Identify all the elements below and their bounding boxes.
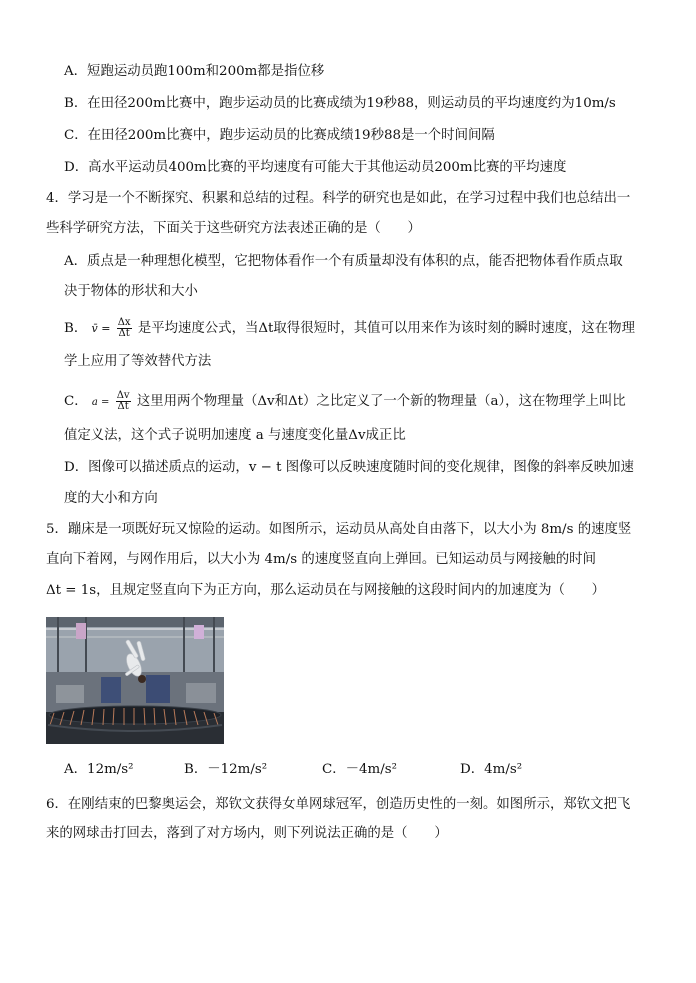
q4-option-b-text: 是平均速度公式，当Δt取得很短时，其值可以用来作为该时刻的瞬时速度，这在物理 xyxy=(137,321,635,336)
q5-stem-line3: Δt = 1s，且规定竖直向下为正方向，那么运动员在与网接触的这段时间内的加速度为（ ） xyxy=(46,583,606,598)
q3-option-a: A．短跑运动员跑100m和200m都是指位移 xyxy=(64,64,325,79)
q5-stem-line2: 直向下着网，与网作用后，以大小为 4m/s 的速度竖直向上弹回。已知运动员与网接触的时间 xyxy=(46,552,596,567)
q4-option-d-line1: D．图像可以描述质点的运动，v − t 图像可以反映速度随时间的变化规律，图像的斜率反映加速 xyxy=(64,460,634,475)
q4-stem-line1: 4．学习是一个不断探究、积累和总结的过程。科学的研究也是如此，在学习过程中我们也总结出一 xyxy=(46,191,631,206)
q4-option-c-text: 这里用两个物理量（Δv和Δt）之比定义了一个新的物理量（a），这在物理学上叫比 xyxy=(136,394,626,409)
trampoline-photo-illustration xyxy=(46,617,224,744)
q4-option-c-line2: 值定义法，这个式子说明加速度 a 与速度变化量Δv成正比 xyxy=(64,428,406,443)
q6-stem-line1: 6．在刚结束的巴黎奥运会，郑钦文获得女单网球冠军，创造历史性的一刻。如图所示，郑钦文把飞 xyxy=(46,797,631,812)
q3-option-c: C．在田径200m比赛中，跑步运动员的比赛成绩19秒88是一个时间间隔 xyxy=(64,128,495,143)
q4-option-a-line1: A．质点是一种理想化模型，它把物体看作一个有质量却没有体积的点，能否把物体看作质点取 xyxy=(64,254,623,269)
q5-option-b: B．－12m/s² xyxy=(184,762,268,777)
q4-option-b-formula-lhs: v̄ = xyxy=(91,322,111,335)
q4-option-b-denominator: Δt xyxy=(118,328,130,339)
q3-option-d: D．高水平运动员400m比赛的平均速度有可能大于其他运动员200m比赛的平均速度 xyxy=(64,160,567,175)
q5-option-a: A．12m/s² xyxy=(64,762,134,777)
q4-option-b-fraction xyxy=(117,318,132,339)
q4-option-d-line2: 度的大小和方向 xyxy=(64,491,158,506)
q4-option-b-line2: 学上应用了等效替代方法 xyxy=(64,354,212,369)
q4-option-c-formula-lhs: a = xyxy=(91,397,110,408)
q4-option-c-fraction xyxy=(116,391,131,412)
q4-option-a-line2: 决于物体的形状和大小 xyxy=(64,284,198,299)
q4-stem-line2: 些科学研究方法，下面关于这些研究方法表述正确的是（ ） xyxy=(46,221,421,236)
trampoline-photo xyxy=(46,617,224,744)
q5-stem-line1: 5．蹦床是一项既好玩又惊险的运动。如图所示，运动员从高处自由落下，以大小为 8m/s 的速度竖 xyxy=(46,522,632,537)
q4-option-b-numerator: Δx xyxy=(117,317,131,328)
q4-option-b-line1 xyxy=(64,318,635,339)
q5-option-c: C．－4m/s² xyxy=(322,762,397,777)
q5-option-d: D．4m/s² xyxy=(460,762,523,777)
q4-option-c-numerator: Δv xyxy=(116,390,130,401)
q4-option-b-prefix: B． xyxy=(64,321,88,336)
q3-option-b: B．在田径200m比赛中，跑步运动员的比赛成绩为19秒88，则运动员的平均速度约为10m/s xyxy=(64,96,616,111)
q4-option-c-prefix: C． xyxy=(64,394,88,409)
q4-option-c-denominator: Δt xyxy=(117,401,129,412)
q4-option-c-line1 xyxy=(64,391,626,413)
q6-stem-line2: 来的网球击打回去，落到了对方场内，则下列说法正确的是（ ） xyxy=(46,826,448,841)
